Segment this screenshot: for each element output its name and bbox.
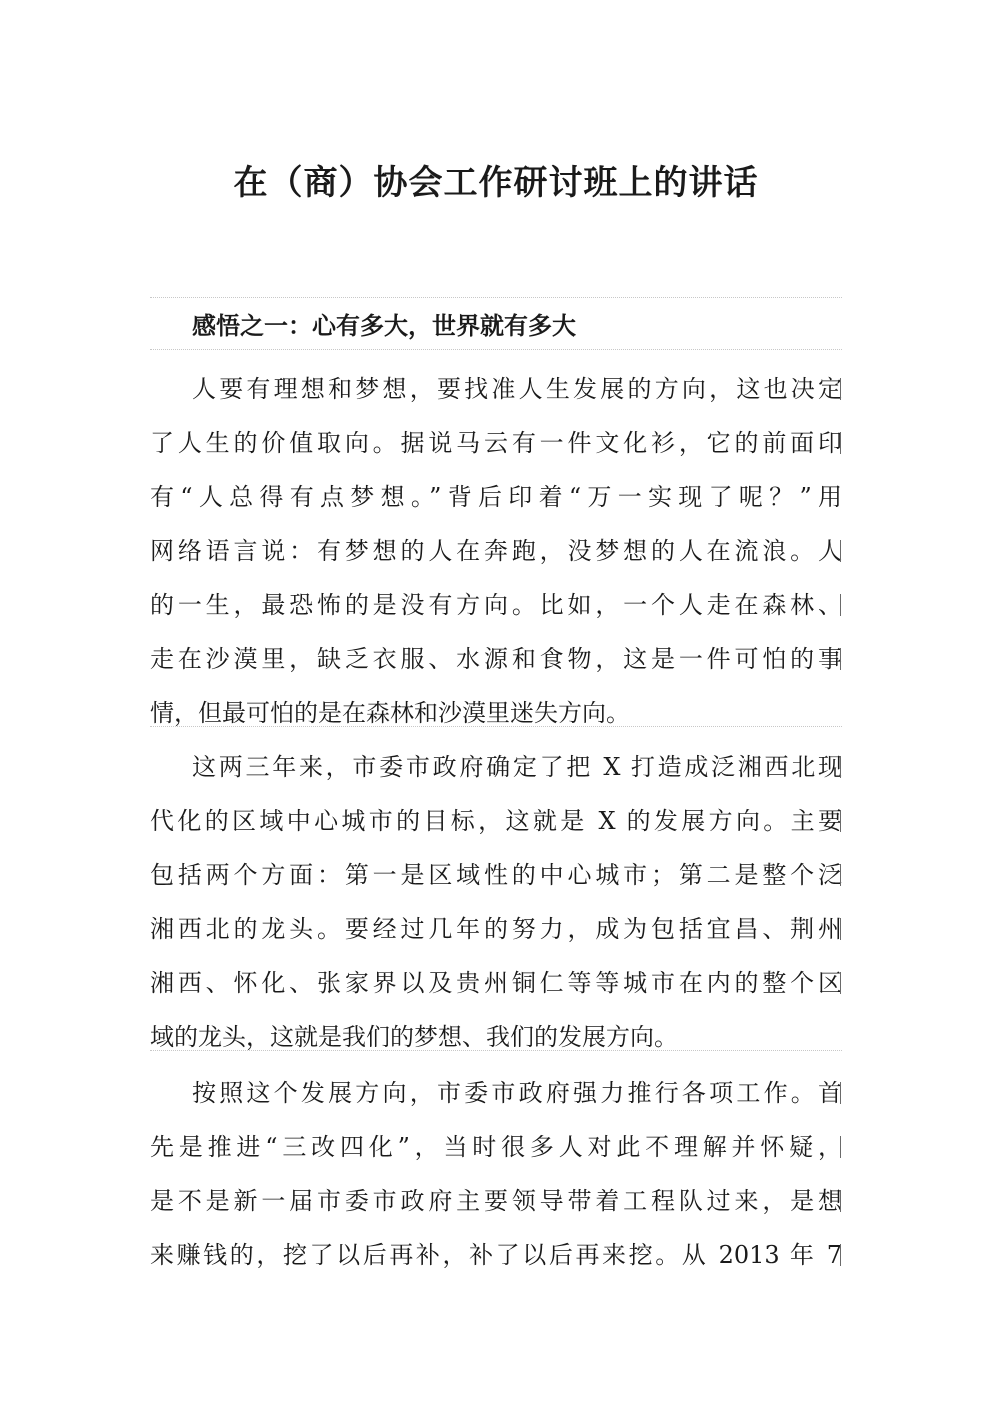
text-line: 湘西、怀化、张家界以及贵州铜仁等等城市在内的整个区 [150, 969, 842, 997]
document-title: 在（商）协会工作研讨班上的讲话 [233, 163, 759, 203]
text-line: 湘西北的龙头。要经过几年的努力，成为包括宜昌、荆州 [150, 915, 842, 943]
text-line: 域的龙头，这就是我们的梦想、我们的发展方向。 [150, 1023, 678, 1051]
text-line: 包括两个方面：第一是区域性的中心城市；第二是整个泛 [150, 861, 842, 889]
line-end-marker [840, 972, 841, 994]
divider-line [150, 349, 842, 350]
line-end-marker [840, 648, 841, 670]
line-end-marker [840, 756, 841, 778]
line-end-marker [840, 432, 841, 454]
paragraph-1 [150, 362, 842, 740]
line-end-marker [840, 810, 841, 832]
paragraph-2 [150, 740, 842, 1064]
text-line: 有“人总得有点梦想。”背后印着“万一实现了呢？”用 [150, 483, 842, 511]
line-end-marker [840, 864, 841, 886]
text-line: 代化的区域中心城市的目标，这就是 X 的发展方向。主要 [150, 807, 842, 835]
text-line: 情，但最可怕的是在森林和沙漠里迷失方向。 [150, 699, 630, 727]
line-end-marker [840, 1082, 841, 1104]
divider-line [150, 297, 842, 298]
line-end-marker [840, 1244, 841, 1266]
line-end-marker [840, 918, 841, 940]
text-line: 是不是新一届市委市政府主要领导带着工程队过来，是想 [150, 1187, 842, 1215]
text-line: 先是推进“三改四化”，当时很多人对此不理解并怀疑， [150, 1133, 842, 1161]
paragraph-3 [150, 1066, 842, 1282]
text-line: 人要有理想和梦想，要找准人生发展的方向，这也决定 [192, 375, 842, 403]
section-heading: 感悟之一：心有多大，世界就有多大 [192, 311, 576, 340]
line-end-marker [840, 540, 841, 562]
text-line: 按照这个发展方向，市委市政府强力推行各项工作。首 [192, 1079, 842, 1107]
text-line: 的一生，最恐怖的是没有方向。比如，一个人走在森林、 [150, 591, 842, 619]
text-line: 这两三年来，市委市政府确定了把 X 打造成泛湘西北现 [192, 753, 842, 781]
text-line: 网络语言说：有梦想的人在奔跑，没梦想的人在流浪。人 [150, 537, 842, 565]
text-line: 了人生的价值取向。据说马云有一件文化衫，它的前面印 [150, 429, 842, 457]
line-end-marker [840, 594, 841, 616]
text-line: 来赚钱的，挖了以后再补，补了以后再来挖。从 2013 年 7 [150, 1241, 842, 1269]
line-end-marker [840, 1190, 841, 1212]
line-end-marker [840, 378, 841, 400]
text-line: 走在沙漠里，缺乏衣服、水源和食物，这是一件可怕的事 [150, 645, 842, 673]
divider-line [150, 1050, 842, 1051]
divider-line [150, 726, 842, 727]
line-end-marker [840, 1136, 841, 1158]
